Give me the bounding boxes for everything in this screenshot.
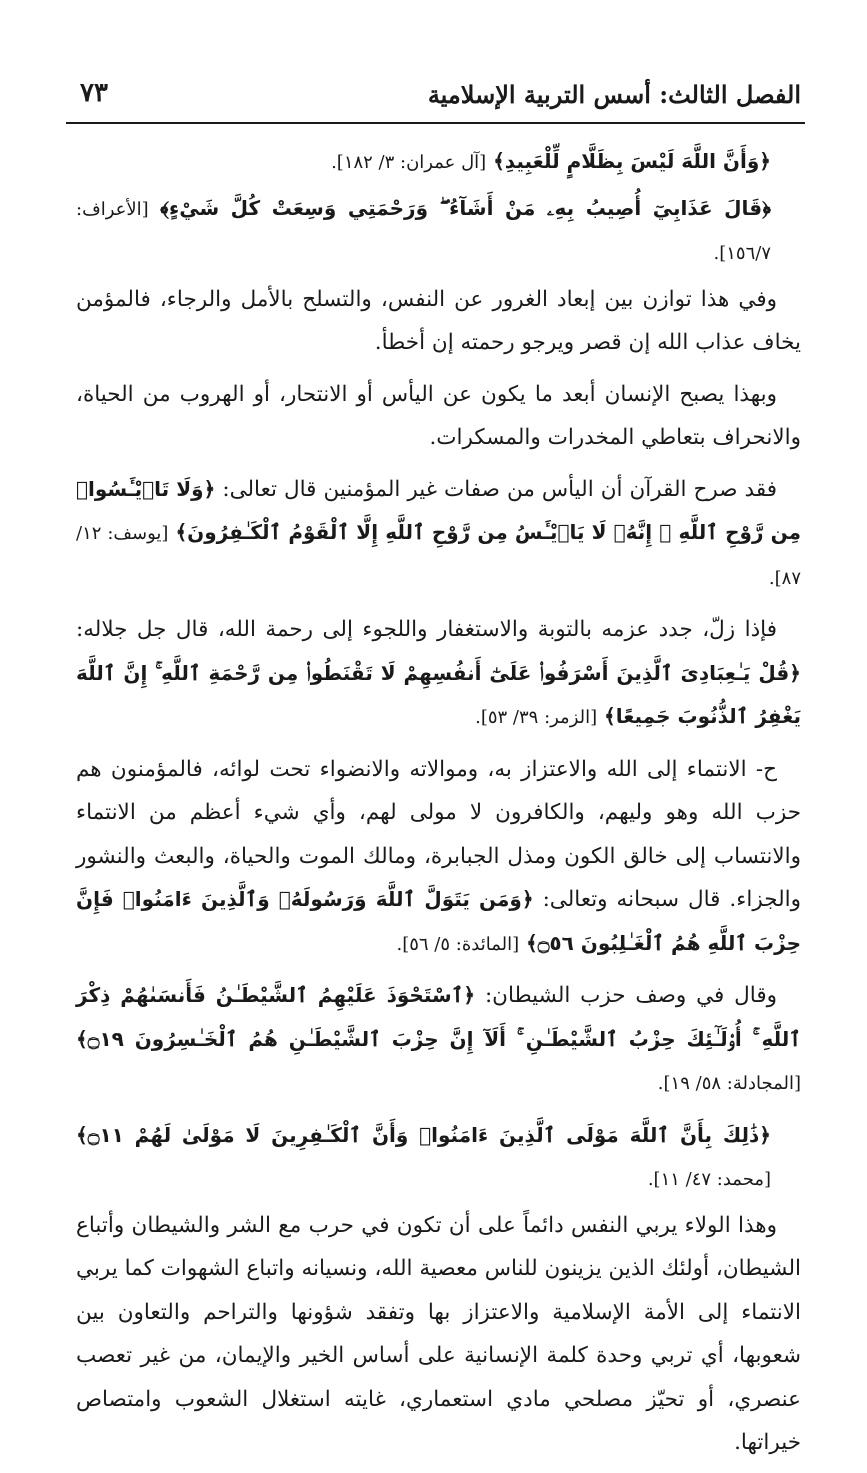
page-header (72, 72, 801, 120)
paragraph-despair: وبهذا يصبح الإنسان أبعد ما يكون عن اليأس أو الانتحار، أو الهروب من الحياة، والانحراف بتعاطي المخدرات والمسكرات. (76, 381, 801, 450)
paragraph-text: ح- الانتماء إلى الله والاعتزاز به، وموالاته والانضواء تحت لوائه، فالمؤمنون هم حزب الله وهو وليهم، والكافرون لا مولى لهم، وأي شيء أعظم من الانتماء والانتساب إلى خالق الكون ومذل الجبابرة، ومالك الموت والحياة، والبعث والنشور والجزاء. قال سبحانه وتعالى: (76, 756, 801, 912)
quran-quote: ﴿ذَٰلِكَ بِأَنَّ ٱللَّهَ مَوْلَى ٱلَّذِينَ ءَامَنُوا۟ وَأَنَّ ٱلْكَـٰفِرِينَ لَا مَوْلَىٰ لَهُمْ ۝١١﴾ (76, 1122, 771, 1147)
verse-reference: [الأعراف: ١٥٦/٧]. (76, 198, 771, 264)
verse-reference: [يوسف: ١٢/ ٨٧]. (76, 523, 801, 589)
verse-reference: [محمد: ٤٧/ ١١]. (647, 1169, 771, 1190)
verse-reference: [المائدة: ٥/ ٥٦]. (396, 933, 520, 955)
chapter-title: الفصل الثالث: أسس التربية الإسلامية (427, 80, 801, 109)
paragraph-text: فإذا زلّ، جدد عزمه بالتوبة والاستغفار واللجوء إلى رحمة الله، قال جل جلاله: (76, 617, 777, 642)
page-number: ٧٣ (80, 78, 108, 108)
verse-al-imran (76, 140, 801, 185)
verse-muhammad (76, 1114, 801, 1202)
quran-quote: ﴿قُلْ يَـٰعِبَادِىَ ٱلَّذِينَ أَسْرَفُوا۟ عَلَىٰٓ أَنفُسِهِمْ لَا تَقْنَطُوا۟ مِن رَّحْمَةِ ٱللَّهِ ۚ إِنَّ ٱللَّهَ يَغْفِرُ ٱلذُّنُوبَ جَمِيعًا﴾ (76, 660, 801, 728)
quran-quote: ﴿وَأَنَّ اللَّهَ لَيْسَ بِظَلَّامٍ لِّلْعَبِيدِ﴾ (493, 149, 771, 173)
quran-quote: ﴿وَمَن يَتَوَلَّ ٱللَّهَ وَرَسُولَهُۥ وَٱلَّذِينَ ءَامَنُوا۟ فَإِنَّ حِزْبَ ٱللَّهِ هُمُ ٱلْغَـٰلِبُونَ ۝٥٦﴾ (76, 887, 801, 955)
paragraph-text: وقال في وصف حزب الشيطان: (484, 983, 777, 1008)
verse-reference: [الزمر: ٣٩/ ٥٣]. (475, 707, 598, 728)
quran-quote: ﴿قَالَ عَذَابِيٓ أُصِيبُ بِهِۦ مَنْ أَشَآءُ ۖ وَرَحْمَتِي وَسِعَتْ كُلَّ شَيْءٍ﴾ (160, 195, 771, 220)
verse-reference: [آل عمران: ٣/ ١٨٢]. (331, 152, 487, 173)
verse-al-araf (76, 187, 801, 276)
paragraph-balance: وفي هذا توازن بين إبعاد الغرور عن النفس، والتسلح بالأمل والرجاء، فالمؤمن يخاف عذاب الله إن قصر ويرجو رحمته إن أخطأ. (76, 286, 801, 355)
paragraph-loyalty: وهذا الولاء يربي النفس دائماً على أن تكون في حرب مع الشر والشيطان وأتباع الشيطان، أولئك الذين يزينون للناس معصية الله، ونسيانه واتباع الشهوات كما يربي الانتماء إلى الأمة الإسلامية والاعتزاز بها وتفقد شؤونها والتراحم والتعاون بين شعوبها، أي تربي وحدة كلمة الإنسانية على أساس الخير والإيمان، من غير تعصب عنصري، أو تحيّز مصلحي مادي استعماري، غايته استغلال الشعوب وامتصاص خيراتها. (76, 1212, 801, 1455)
paragraph-belonging (76, 748, 801, 967)
quran-quote: ﴿ٱسْتَحْوَذَ عَلَيْهِمُ ٱلشَّيْطَـٰنُ فَأَنسَىٰهُمْ ذِكْرَ ٱللَّهِ ۚ أُو۟لَـٰٓئِكَ حِزْبُ ٱلشَّيْطَـٰنِ ۚ أَلَآ إِنَّ حِزْبَ ٱلشَّيْطَـٰنِ هُمُ ٱلْخَـٰسِرُونَ ۝١٩﴾ (76, 983, 801, 1051)
paragraph-text: فقد صرح القرآن أن اليأس من صفات غير المؤمنين قال تعالى: (222, 476, 777, 502)
verse-reference: [المجادلة: ٥٨/ ١٩]. (657, 1073, 801, 1094)
paragraph-repentance (76, 608, 801, 740)
paragraph-satan-party (76, 974, 801, 1106)
header-divider (66, 122, 805, 124)
page-body (76, 140, 801, 1473)
quran-quote: ﴿وَلَا تَا۟يْـَٔسُوا۟ مِن رَّوْحِ ٱللَّهِ ۖ إِنَّهُۥ لَا يَا۟يْـَٔسُ مِن رَّوْحِ ٱللَّهِ إِلَّا ٱلْقَوْمُ ٱلْكَـٰفِرُونَ﴾ (76, 476, 801, 544)
paragraph-quran-despair (76, 468, 801, 601)
